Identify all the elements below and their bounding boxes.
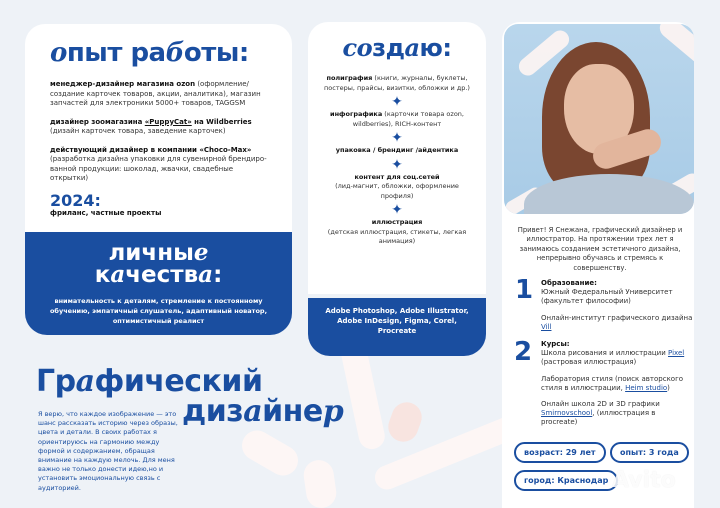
heim-studio-link[interactable]: Heim studio (625, 383, 668, 392)
qualities-title: личные качества: (94, 239, 223, 288)
experience-item: дизайнер зоомагазина «PuppyCat» на Wildberries (дизайн карточек товара, заведение карточек) (50, 117, 252, 135)
smirnovschool-link[interactable]: Smirnovschool (541, 409, 593, 418)
create-item: полиграфия (книги, журналы, буклеты, постеры, прайсы, визитки, обложки и др.) (324, 74, 470, 92)
puppycat-link[interactable]: «PuppyCat» (144, 117, 192, 126)
headline-line2: дизайнер (182, 394, 344, 429)
seagull-illustration (384, 398, 426, 446)
year-text: фриланс, частные проекты (50, 208, 162, 217)
intro-text: Привет! Я Снежана, графический дизайнер и иллюстратор. На протяжении трех лет я занимаюсь созданием эстетичного дизайна, непрерывно обучаясь и стремясь к совершенству. (517, 226, 683, 272)
seagull-illustration (237, 425, 304, 481)
avito-watermark: Avito (612, 468, 676, 493)
pixel-link[interactable]: Pixel (668, 349, 685, 358)
experience-title: опыт работы: (50, 38, 249, 68)
qualities-card (25, 232, 292, 335)
profile-photo (504, 24, 694, 214)
star-icon: ✦ (391, 202, 403, 218)
headline-text: Я верю, что каждое изображение — это шанс рассказать историю через образы, цвета и детали. В своих работах я ориентируюсь на гармонию между формой и содержанием, обращая внимание на каждую мелочь. Для меня важно не только донести идею,но и установить эмоциональную связь с аудиторией. (38, 410, 178, 492)
create-item: иллюстрация (детская иллюстрация, стикеты, легкая анимация) (327, 218, 467, 245)
create-card (308, 22, 486, 294)
create-item: контент для соц.сетей (лид-магнит, обложки, оформление профиля) (335, 172, 459, 200)
seagull-illustration (302, 458, 338, 508)
create-item: упаковка / брендинг /айдентика (335, 146, 459, 154)
experience-card (25, 24, 292, 232)
star-icon: ✦ (391, 130, 403, 146)
vill-link[interactable]: Vill (541, 322, 552, 331)
star-icon: ✦ (391, 94, 403, 110)
qualities-text: внимательность к деталям, стремление к постоянному обучению, эмпатичный слушатель, адаптивный новатор, оптимистичный реалист (49, 297, 268, 325)
age-pill: возраст: 29 лет (514, 442, 606, 463)
experience-pill: опыт: 3 года (610, 442, 689, 463)
experience-item: менеджер-дизайнер магазина ozon (оформление/ создание карточек товаров, акции, аналитика), магазин запчастей для электроники 5000+ товаров, TAGGSM (50, 80, 261, 107)
create-title: создаю: (342, 33, 452, 62)
create-item: инфографика (карточки товара ozon, wildberries), RICH-контент (330, 110, 464, 128)
star-icon: ✦ (391, 156, 403, 173)
year-label: 2024: (50, 190, 101, 210)
experience-item: действующий дизайнер в компании «Choco-Max» (разработка дизайна упаковки для сувенирной брендиро-ванной продукции: шоколад, жвачки, свадебные открытки) (50, 145, 267, 182)
education-section: Образование: Южный Федеральный Университет (факультет философии) Онлайн-институт графического дизайна Vill Курсы: Школа рисования и иллюстрации Pixel (растровая иллюстрация) Лаборатория стиля (поиск авторского стиля в иллюстрации, Heim studio) Онлайн школа 2D и 3D графики Smirnovschool, (иллюстрация в procreate) (541, 279, 693, 427)
headline-line1: Графический (36, 364, 263, 399)
city-pill: город: Краснодар (514, 470, 618, 491)
tools-card: Adobe Photoshop, Adobe Illustrator, Adobe InDesign, Figma, Corel, Procreate (308, 298, 486, 356)
courses-number: 2 (514, 337, 533, 367)
education-number: 1 (515, 275, 534, 305)
